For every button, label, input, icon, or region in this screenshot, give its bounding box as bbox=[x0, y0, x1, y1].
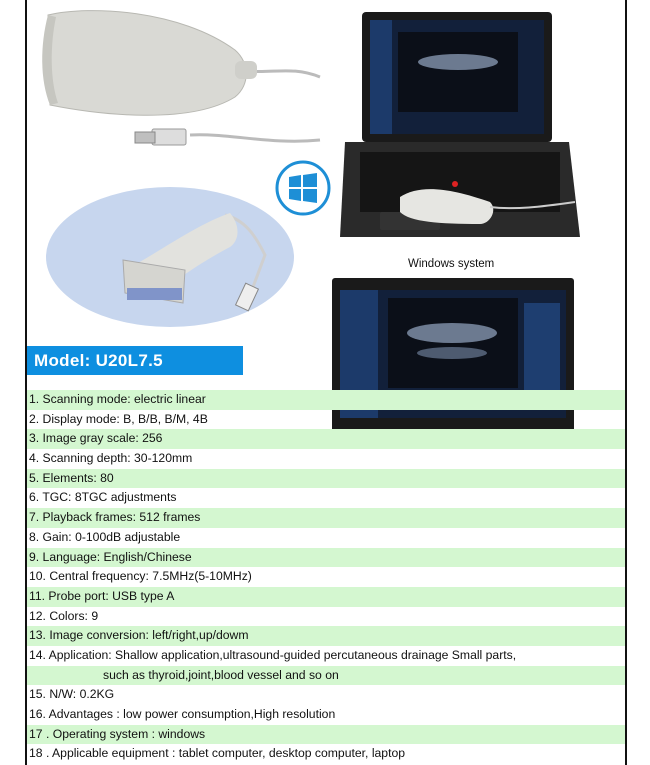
spec-text: 18 . Applicable equipment : tablet computer, desktop computer, laptop bbox=[29, 746, 406, 761]
spec-text: 1. Scanning mode: electric linear bbox=[29, 392, 206, 406]
spec-text: 12. Colors: 9 bbox=[29, 608, 99, 623]
spec-text: such as thyroid,joint,blood vessel and so on bbox=[103, 667, 339, 682]
spec-row bbox=[27, 449, 625, 469]
spec-row bbox=[27, 587, 625, 607]
spec-text: 7. Playback frames: 512 frames bbox=[29, 510, 201, 525]
spec-row bbox=[27, 469, 625, 489]
spec-row bbox=[27, 548, 625, 568]
spec-text: 8. Gain: 0-100dB adjustable bbox=[29, 529, 181, 544]
spec-row bbox=[27, 646, 625, 666]
spec-row bbox=[27, 666, 625, 686]
spec-text: 16. Advantages : low power consumption,High resolution bbox=[29, 707, 336, 721]
spec-row bbox=[27, 705, 625, 725]
probe-ellipse-image bbox=[45, 185, 295, 330]
spec-text: 6. TGC: 8TGC adjustments bbox=[29, 490, 177, 505]
spec-row bbox=[27, 508, 625, 528]
windows-caption: Windows system bbox=[408, 258, 495, 270]
laptop-image bbox=[340, 12, 580, 247]
spec-row bbox=[27, 488, 625, 508]
spec-text: 14. Application: Shallow application,ultrasound-guided percutaneous drainage Small parts, bbox=[29, 647, 517, 662]
model-title: Model: U20L7.5 bbox=[27, 346, 243, 375]
spec-text: 13. Image conversion: left/right,up/dowm bbox=[29, 628, 249, 643]
spec-row bbox=[27, 626, 625, 646]
right-border bbox=[625, 0, 627, 765]
spec-text: 11. Probe port: USB type A bbox=[29, 588, 175, 603]
spec-row bbox=[27, 567, 625, 587]
spec-text: 17 . Operating system : windows bbox=[29, 726, 206, 741]
probe-image bbox=[30, 5, 330, 155]
spec-row bbox=[27, 685, 625, 705]
spec-row bbox=[27, 390, 625, 410]
spec-text: 15. N/W: 0.2KG bbox=[29, 687, 115, 702]
spec-text: 3. Image gray scale: 256 bbox=[29, 431, 163, 446]
spec-list bbox=[27, 390, 625, 764]
spec-row bbox=[27, 429, 625, 449]
spec-row bbox=[27, 410, 625, 430]
spec-text: 4. Scanning depth: 30-120mm bbox=[29, 451, 193, 466]
spec-text: 10. Central frequency: 7.5MHz(5-10MHz) bbox=[29, 569, 252, 584]
spec-text: 2. Display mode: B, B/B, B/M, 4B bbox=[29, 411, 208, 426]
spec-row bbox=[27, 725, 625, 745]
spec-text: 5. Elements: 80 bbox=[29, 470, 114, 485]
spec-text: 9. Language: English/Chinese bbox=[29, 549, 192, 564]
spec-row bbox=[27, 607, 625, 627]
spec-row bbox=[27, 744, 625, 764]
spec-row bbox=[27, 528, 625, 548]
